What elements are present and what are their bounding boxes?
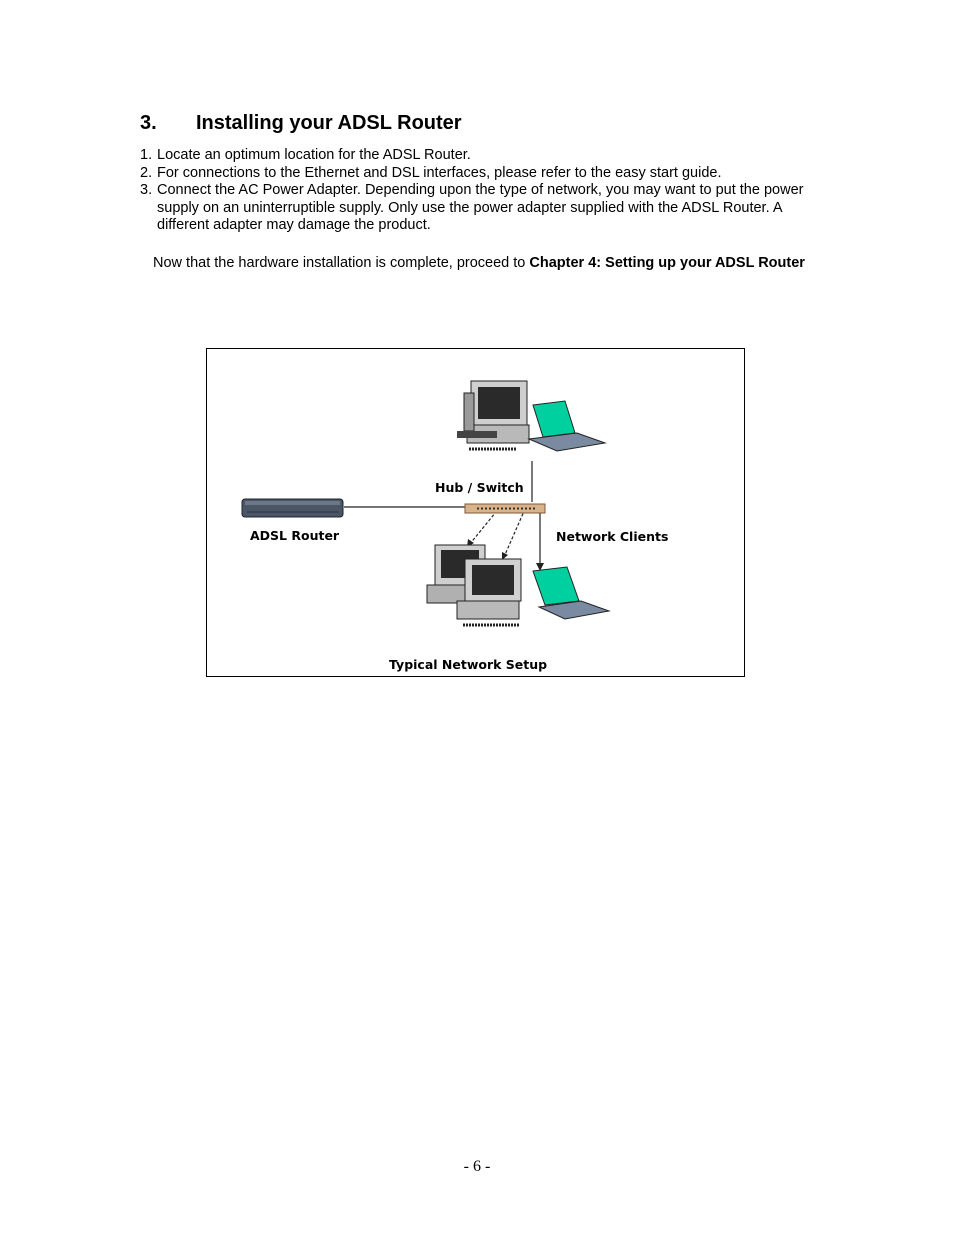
step-text: Locate an optimum location for the ADSL Router. [157,147,471,163]
hub-client-link-2 [504,509,525,557]
adsl-router-label: ADSL Router [250,528,340,543]
step-text: For connections to the Ethernet and DSL interfaces, please refer to the easy start guide. [157,164,722,181]
adsl-router-icon [242,499,343,517]
diagram-graphics [207,349,746,678]
page-number: - 6 - [463,1158,491,1175]
section-title: Installing your ADSL Router [196,112,462,134]
chapter-reference: Chapter 4: Setting up your ADSL Router [529,255,805,271]
list-item [140,147,820,165]
install-steps-list [140,147,820,235]
network-clients-label: Network Clients [556,529,669,544]
step-number: 1. [140,147,153,163]
desktop-computer-icon [457,559,521,625]
network-setup-diagram [206,348,745,677]
note-text: Now that the hardware installation is complete, proceed to [153,255,530,271]
list-item [140,165,820,183]
laptop-icon [529,401,605,451]
step-number: 3. [140,182,153,199]
next-step-note [140,255,820,273]
step-text: Connect the AC Power Adapter. Depending upon the type of network, you may want to put the power supply on an uninterruptible supply. Only use the power adapter supplied with the ADSL Router. A different adapter may damage the product. [157,182,804,234]
desktop-computer-icon [457,381,529,449]
section-number: 3. [140,112,157,134]
laptop-icon [533,567,609,619]
list-item [140,182,820,235]
step-number: 2. [140,164,153,181]
section-heading [140,112,462,135]
diagram-caption: Typical Network Setup [389,657,548,672]
hub-switch-icon [465,504,545,513]
hub-switch-label: Hub / Switch [435,480,524,495]
